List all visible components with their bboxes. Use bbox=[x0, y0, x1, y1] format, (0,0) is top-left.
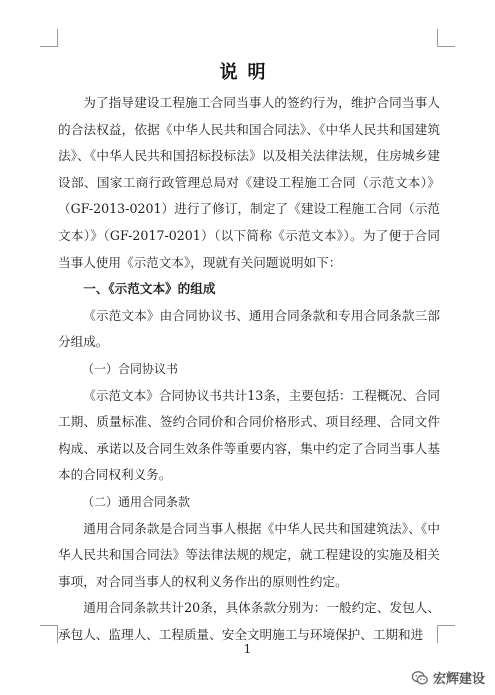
subheading-agreement: （一）合同协议书 bbox=[82, 361, 179, 376]
wechat-icon bbox=[411, 669, 429, 687]
paragraph-intro: 为了指导建设工程施工合同当事人的签约行为，维护合同当事人的合法权益，依据《中华人民共和国合同法》、《中华人民共和国建筑法》、《中华人民共和国招标投标法》以及相关法律法规，住房城乡建设部、国家工商行政管理总局对《建设工程施工合同（示范文本）》（GF-2013-0201）进行了修订，制定了《建设工程施工合同（示范文本）》（GF-2017-0201）（以下简称《示范文本》）。为了便于合同当事人使用《示范文本》，现就有关问题说明如下： bbox=[58, 95, 440, 270]
paragraph-composition: 《示范文本》由合同协议书、通用合同条款和专用合同条款三部分组成。 bbox=[58, 307, 440, 350]
crop-mark-bottom-left-h bbox=[40, 625, 58, 626]
paragraph-agreement: 《示范文本》合同协议书共计13条，主要包括：工程概况、合同工期、质量标准、签约合同价和合同价格形式、项目经理、合同文件构成、承诺以及合同生效条件等重要内容，集中约定了合同当事人基本的合同权利义务。 bbox=[58, 387, 440, 483]
paragraph-general-terms-count: 通用合同条款共计20条，具体条款分别为：一般约定、发包人、承包人、监理人、工程质量、安全文明施工与环境保护、工期和进 bbox=[58, 600, 440, 642]
watermark-text: 宏辉建设 bbox=[432, 672, 485, 687]
crop-mark-top-left-h bbox=[40, 46, 58, 47]
section-heading-composition: 一、《示范文本》的组成 bbox=[83, 281, 216, 297]
document-title: 说明 bbox=[219, 62, 276, 83]
watermark bbox=[411, 668, 485, 687]
crop-mark-top-right-h bbox=[437, 46, 455, 47]
document-body bbox=[58, 90, 440, 648]
paragraph-general-terms: 通用合同条款是合同当事人根据《中华人民共和国建筑法》、《中华人民共和国合同法》等法律法规的规定，就工程建设的实施及相关事项，对合同当事人的权利义务作出的原则性约定。 bbox=[58, 520, 440, 589]
subheading-general-terms: （二）通用合同条款 bbox=[82, 494, 191, 509]
crop-mark-top-right-v bbox=[437, 29, 438, 47]
crop-mark-top-left-v bbox=[57, 29, 58, 47]
page-number: 1 bbox=[243, 642, 252, 656]
